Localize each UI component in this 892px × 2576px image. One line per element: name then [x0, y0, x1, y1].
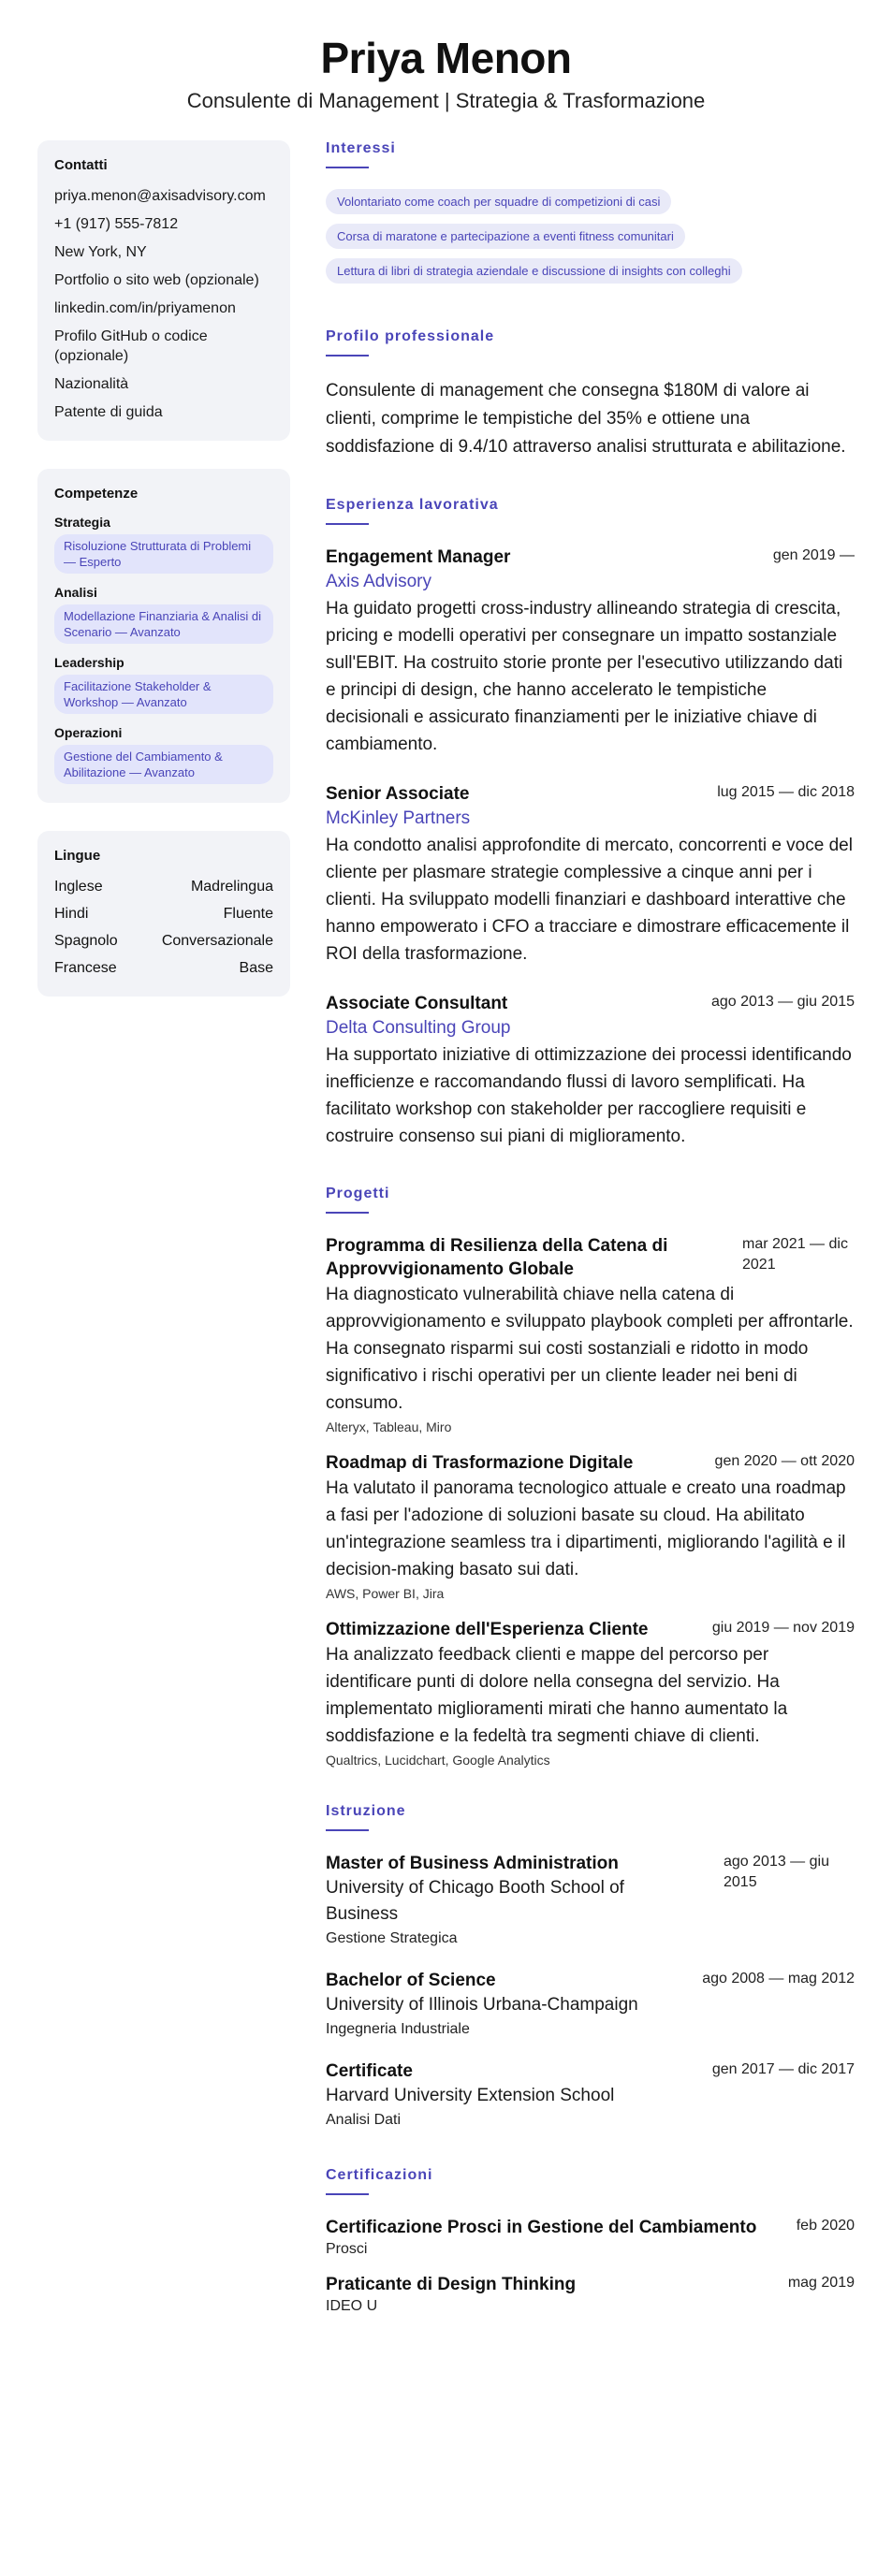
contact-portfolio: Portfolio o sito web (opzionale): [54, 272, 259, 288]
language-name: Francese: [54, 960, 117, 976]
interest-pill: Lettura di libri di strategia aziendale e discussione di insights con colleghi: [326, 258, 742, 284]
project-description: Ha diagnosticato vulnerabilità chiave nella catena di approvvigionamento e sviluppato playbook completi per affrontarle. Ha consegnato risparmi sui costi sostanziali e ridotto in modo significativo i rischi operativi per un cliente leader nei beni di consumo.: [326, 1285, 854, 1413]
school: University of Illinois Urbana-Champaign: [326, 1995, 638, 2015]
language-row: [54, 931, 273, 951]
degree: Master of Business Administration: [326, 1854, 619, 1873]
candidate-subtitle: Consulente di Management | Strategia & Trasformazione: [186, 89, 706, 112]
experience-entry: [326, 546, 855, 758]
contacts-title: Contatti: [54, 157, 108, 173]
job-date: gen 2019 —: [772, 547, 855, 563]
certification-entry: [326, 2216, 855, 2260]
job-title: Engagement Manager: [326, 547, 511, 567]
skill-pill: Facilitazione Stakeholder & Workshop — Avanzato: [54, 675, 273, 714]
skills-title: Competenze: [54, 486, 139, 502]
education-entry: [326, 1852, 855, 1950]
certification-name: Certificazione Prosci in Gestione del Cambiamento: [326, 2218, 757, 2237]
language-row: [54, 958, 273, 978]
education-date: ago 2013 — giu 2015: [724, 1854, 829, 1890]
project-tech: Qualtrics, Lucidchart, Google Analytics: [326, 1753, 550, 1768]
project-tech: AWS, Power BI, Jira: [326, 1586, 445, 1601]
contact-github: Profilo GitHub o codice (opzionale): [54, 328, 208, 364]
job-date: ago 2013 — giu 2015: [710, 994, 855, 1010]
degree: Certificate: [326, 2061, 413, 2081]
skills-card: [37, 469, 290, 803]
language-level: Fluente: [223, 906, 273, 922]
field-of-study: Ingegneria Industriale: [326, 2021, 470, 2037]
language-level: Conversazionale: [161, 933, 273, 949]
contact-license: Patente di guida: [54, 404, 163, 420]
skill-group: [54, 725, 273, 784]
project-entry: [326, 1234, 855, 1434]
section-title: Interessi: [326, 140, 396, 156]
certification-org: Prosci: [326, 2241, 368, 2257]
contact-linkedin[interactable]: linkedin.com/in/priyamenon: [54, 300, 236, 316]
project-date: mar 2021 — dic 2021: [742, 1236, 848, 1273]
job-company: Axis Advisory: [326, 572, 431, 591]
skill-category: Analisi: [54, 585, 97, 600]
job-date: lug 2015 — dic 2018: [717, 784, 855, 800]
resume-layout: [0, 140, 892, 2352]
contact-location: New York, NY: [54, 244, 147, 260]
project-description: Ha valutato il panorama tecnologico attuale e creato una roadmap a fasi per l'adozione di soluzioni basate su cloud. Ha abilitato un'integrazione seamless tra i dipartimenti, migliorando l'agilità e il decision-making basato sui dati.: [326, 1478, 846, 1579]
education-date: ago 2008 — mag 2012: [702, 1971, 855, 1987]
skill-category: Strategia: [54, 515, 110, 530]
education-entry: [326, 1969, 855, 2041]
project-date: gen 2020 — ott 2020: [714, 1453, 855, 1469]
job-company: McKinley Partners: [326, 808, 471, 828]
project-date: giu 2019 — nov 2019: [711, 1620, 855, 1636]
section-title: Profilo professionale: [326, 328, 495, 344]
school: University of Chicago Booth School of Business: [326, 1878, 624, 1924]
profile-section: [326, 328, 855, 461]
interest-pill: Corsa di maratone e partecipazione a eventi fitness comunitari: [326, 224, 685, 249]
section-divider: [326, 1212, 369, 1214]
certification-name: Praticante di Design Thinking: [326, 2275, 577, 2294]
project-name: Ottimizzazione dell'Esperienza Cliente: [326, 1620, 649, 1639]
job-description: Ha supportato iniziative di ottimizzazione dei processi identificando inefficienze e raccomandando flussi di lavoro semplificati. Ha facilitato workshop con stakeholder per raccogliere requisiti e costruire consenso sui piani di miglioramento.: [326, 1045, 852, 1146]
profile-summary: Consulente di management che consegna $180M di valore ai clienti, comprime le tempistiche del 35% e ottiene una soddisfazione di 9.4/10 attraverso analisi strutturata e abilitazione.: [326, 381, 846, 457]
interests-section: [326, 140, 855, 293]
project-tech: Alteryx, Tableau, Miro: [326, 1419, 452, 1434]
job-title: Associate Consultant: [326, 994, 508, 1013]
project-entry: [326, 1451, 855, 1601]
contact-nationality: Nazionalità: [54, 376, 129, 392]
section-divider: [326, 355, 369, 357]
section-title: Esperienza lavorativa: [326, 497, 499, 513]
skill-pill: Gestione del Cambiamento & Abilitazione — Avanzato: [54, 745, 273, 784]
sidebar: [37, 140, 290, 2352]
job-description: Ha condotto analisi approfondite di mercato, concorrenti e voce del cliente per plasmare strategie complessive a cinque anni per i clienti. Ha sviluppato modelli finanziari e dashboard interattive che hanno empowerato i CFO a tracciare e dimostrare efficacemente il ROI della trasformazione.: [326, 836, 853, 964]
experience-entry: [326, 992, 855, 1150]
projects-section: [326, 1186, 855, 1768]
languages-title: Lingue: [54, 848, 101, 864]
project-name: Roadmap di Trasformazione Digitale: [326, 1453, 634, 1473]
section-divider: [326, 2193, 369, 2195]
skill-pill: Risoluzione Strutturata di Problemi — Esperto: [54, 534, 273, 574]
job-description: Ha guidato progetti cross-industry allineando strategia di crescita, pricing e modelli operativi per consegnare un impatto sostanziale sull'EBIT. Ha costruito storie pronte per l'esecutivo utilizzando dati e principi di design, che hanno accelerato le tempistiche decisionali e assicurato finanziamenti per le iniziative chiave di cambiamento.: [326, 599, 843, 754]
education-section: [326, 1803, 855, 2132]
skill-pill: Modellazione Finanziaria & Analisi di Scenario — Avanzato: [54, 604, 273, 644]
project-entry: [326, 1618, 855, 1768]
skill-group: [54, 515, 273, 574]
field-of-study: Gestione Strategica: [326, 1930, 458, 1946]
job-company: Delta Consulting Group: [326, 1018, 511, 1038]
degree: Bachelor of Science: [326, 1971, 496, 1990]
language-row: [54, 877, 273, 896]
main-content: [326, 140, 855, 2352]
experience-entry: [326, 782, 855, 968]
education-date: gen 2017 — dic 2017: [711, 2061, 855, 2077]
job-title: Senior Associate: [326, 784, 470, 804]
contact-email[interactable]: priya.menon@axisadvisory.com: [54, 188, 266, 204]
skill-group: [54, 655, 273, 714]
section-divider: [326, 523, 369, 525]
section-divider: [326, 167, 369, 168]
skill-group: [54, 585, 273, 644]
candidate-name: Priya Menon: [320, 34, 572, 82]
section-divider: [326, 1829, 369, 1831]
language-row: [54, 904, 273, 924]
certification-date: mag 2019: [787, 2275, 855, 2291]
certification-date: feb 2020: [796, 2218, 855, 2234]
section-title: Istruzione: [326, 1803, 406, 1819]
skill-category: Leadership: [54, 655, 124, 670]
interest-pill: Volontariato come coach per squadre di competizioni di casi: [326, 189, 671, 214]
languages-card: [37, 831, 290, 997]
contacts-card: [37, 140, 290, 441]
skill-category: Operazioni: [54, 725, 123, 740]
language-name: Spagnolo: [54, 933, 118, 949]
field-of-study: Analisi Dati: [326, 2112, 402, 2128]
project-name: Programma di Resilienza della Catena di Approvvigionamento Globale: [326, 1236, 668, 1279]
experience-section: [326, 497, 855, 1150]
language-name: Hindi: [54, 906, 89, 922]
certification-entry: [326, 2273, 855, 2317]
contact-phone[interactable]: +1 (917) 555-7812: [54, 216, 179, 232]
language-name: Inglese: [54, 879, 103, 895]
project-description: Ha analizzato feedback clienti e mappe del percorso per identificare punti di dolore nella consegna del servizio. Ha implementato miglioramenti mirati che hanno aumentato la soddisfazione e la fedeltà tra segmenti chiave di clienti.: [326, 1645, 788, 1746]
language-level: Base: [239, 960, 273, 976]
language-level: Madrelingua: [190, 879, 273, 895]
school: Harvard University Extension School: [326, 2086, 615, 2105]
certification-org: IDEO U: [326, 2298, 378, 2314]
section-title: Progetti: [326, 1186, 390, 1201]
certifications-section: [326, 2167, 855, 2317]
education-entry: [326, 2059, 855, 2132]
section-title: Certificazioni: [326, 2167, 433, 2183]
resume-header: [0, 0, 892, 140]
